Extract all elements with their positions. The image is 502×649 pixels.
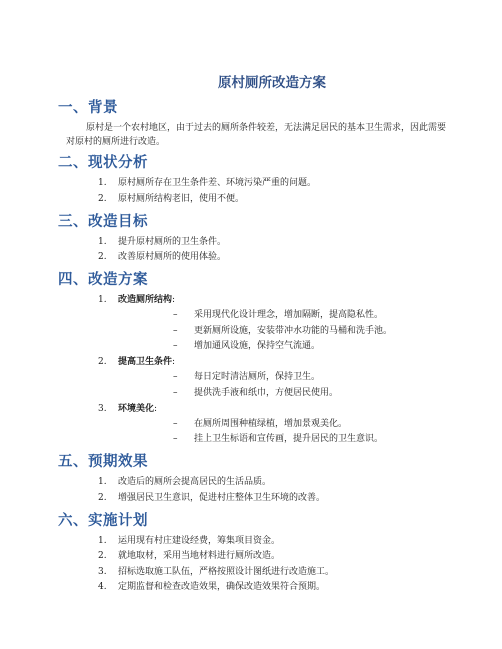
section-expected-results <box>58 452 448 505</box>
list-number: 3. <box>98 566 107 577</box>
list-text: 改造后的厕所会提高居民的生活品质。 <box>118 477 272 487</box>
list-text: 运用现有村庄建设经费，筹集项目资金。 <box>118 535 281 546</box>
list-item <box>76 549 448 563</box>
section-heading: 三、改造目标 <box>58 212 148 230</box>
sub-text: 增加通风设施，保持空气流通。 <box>194 341 321 351</box>
list-label: 环境美化 <box>118 403 155 414</box>
list-label: 提高卫生条件 <box>118 357 173 367</box>
sub-item <box>118 339 448 353</box>
section-heading: 六、实施计划 <box>58 511 148 529</box>
list-number: 2. <box>98 551 107 561</box>
list-text: 原村厕所存在卫生条件差、环境污染严重的问题。 <box>118 178 317 188</box>
dash-bullet: – <box>173 387 178 398</box>
dash-bullet: – <box>173 418 178 429</box>
dash-bullet: – <box>173 310 178 320</box>
numbered-list <box>76 534 448 595</box>
list-item <box>76 534 448 548</box>
list-number: 2. <box>98 492 107 503</box>
dash-bullet: – <box>173 372 178 382</box>
sub-item <box>118 432 448 446</box>
list-text: 改善原村厕所的使用体验。 <box>118 252 227 262</box>
list-text: 增强居民卫生意识，促进村庄整体卫生环境的改善。 <box>118 492 326 503</box>
list-number: 3. <box>98 403 107 414</box>
list-item <box>76 565 448 579</box>
list-item <box>76 355 448 400</box>
sub-text: 每日定时清洁厕所，保持卫生。 <box>194 372 321 382</box>
section-heading: 五、预期效果 <box>58 453 148 470</box>
section-heading: 二、现状分析 <box>58 154 148 171</box>
list-text: 招标选取施工队伍，严格按照设计图纸进行改造施工。 <box>118 566 335 577</box>
numbered-list <box>76 235 448 265</box>
list-text: 原村厕所结构老旧，使用不便。 <box>118 193 245 204</box>
list-text: 就地取材，采用当地材料进行厕所改造。 <box>118 551 281 561</box>
document-title: 原村厕所改造方案 <box>218 75 326 91</box>
list-number: 4. <box>98 582 107 592</box>
list-colon: : <box>172 295 176 305</box>
list-item <box>76 250 448 264</box>
list-number: 1. <box>98 236 107 247</box>
list-item <box>76 293 448 353</box>
sub-text: 挂上卫生标语和宣传画，提升居民的卫生意识。 <box>194 434 384 444</box>
list-label: 改造厕所结构 <box>118 295 173 305</box>
list-number: 1. <box>98 535 107 546</box>
dash-bullet: – <box>173 434 178 444</box>
section-current-status <box>58 153 448 206</box>
sub-text: 提供洗手液和纸巾，方便居民使用。 <box>194 387 339 398</box>
list-text: 提升原村厕所的卫生条件。 <box>118 236 227 247</box>
paragraph <box>66 121 448 149</box>
list-number: 1. <box>98 295 107 305</box>
numbered-list <box>76 176 448 206</box>
section-goals <box>58 212 448 265</box>
section-background <box>58 98 448 149</box>
list-item <box>76 402 448 447</box>
section-implementation <box>58 511 448 595</box>
list-colon: : <box>172 357 176 367</box>
list-colon: : <box>154 403 158 414</box>
section-plan <box>58 270 448 446</box>
sub-item <box>118 417 448 431</box>
list-item <box>76 491 448 505</box>
sub-list <box>118 417 448 447</box>
list-item <box>76 176 448 190</box>
sub-text: 采用现代化设计理念，增加隔断，提高隐私性。 <box>194 310 384 320</box>
list-item <box>76 235 448 249</box>
sub-item <box>118 386 448 400</box>
list-item <box>76 192 448 206</box>
numbered-list <box>76 475 448 505</box>
paragraph-text: 原村是一个农村地区，由于过去的厕所条件较差，无法满足居民的基本卫生需求，因此需要对原村的厕所进行改造。 <box>66 123 447 147</box>
sub-list <box>118 370 448 400</box>
sub-text: 更新厕所设施，安装带冲水功能的马桶和洗手池。 <box>194 325 393 336</box>
list-number: 1. <box>98 178 107 188</box>
list-number: 2. <box>98 357 107 367</box>
list-number: 1. <box>98 477 107 487</box>
sub-item <box>118 308 448 322</box>
section-heading: 四、改造方案 <box>58 271 148 288</box>
sub-item <box>118 324 448 338</box>
sub-list <box>118 308 448 353</box>
numbered-list <box>76 293 448 446</box>
list-item <box>76 580 448 594</box>
list-number: 2. <box>98 252 107 262</box>
list-item <box>76 475 448 489</box>
sub-text: 在厕所周围种植绿植，增加景观美化。 <box>194 418 348 429</box>
list-text: 定期监督和检查改造效果，确保改造效果符合预期。 <box>118 582 326 592</box>
dash-bullet: – <box>173 325 178 336</box>
sub-item <box>118 370 448 384</box>
section-heading: 一、背景 <box>58 99 118 116</box>
list-number: 2. <box>98 193 107 204</box>
dash-bullet: – <box>173 341 178 351</box>
